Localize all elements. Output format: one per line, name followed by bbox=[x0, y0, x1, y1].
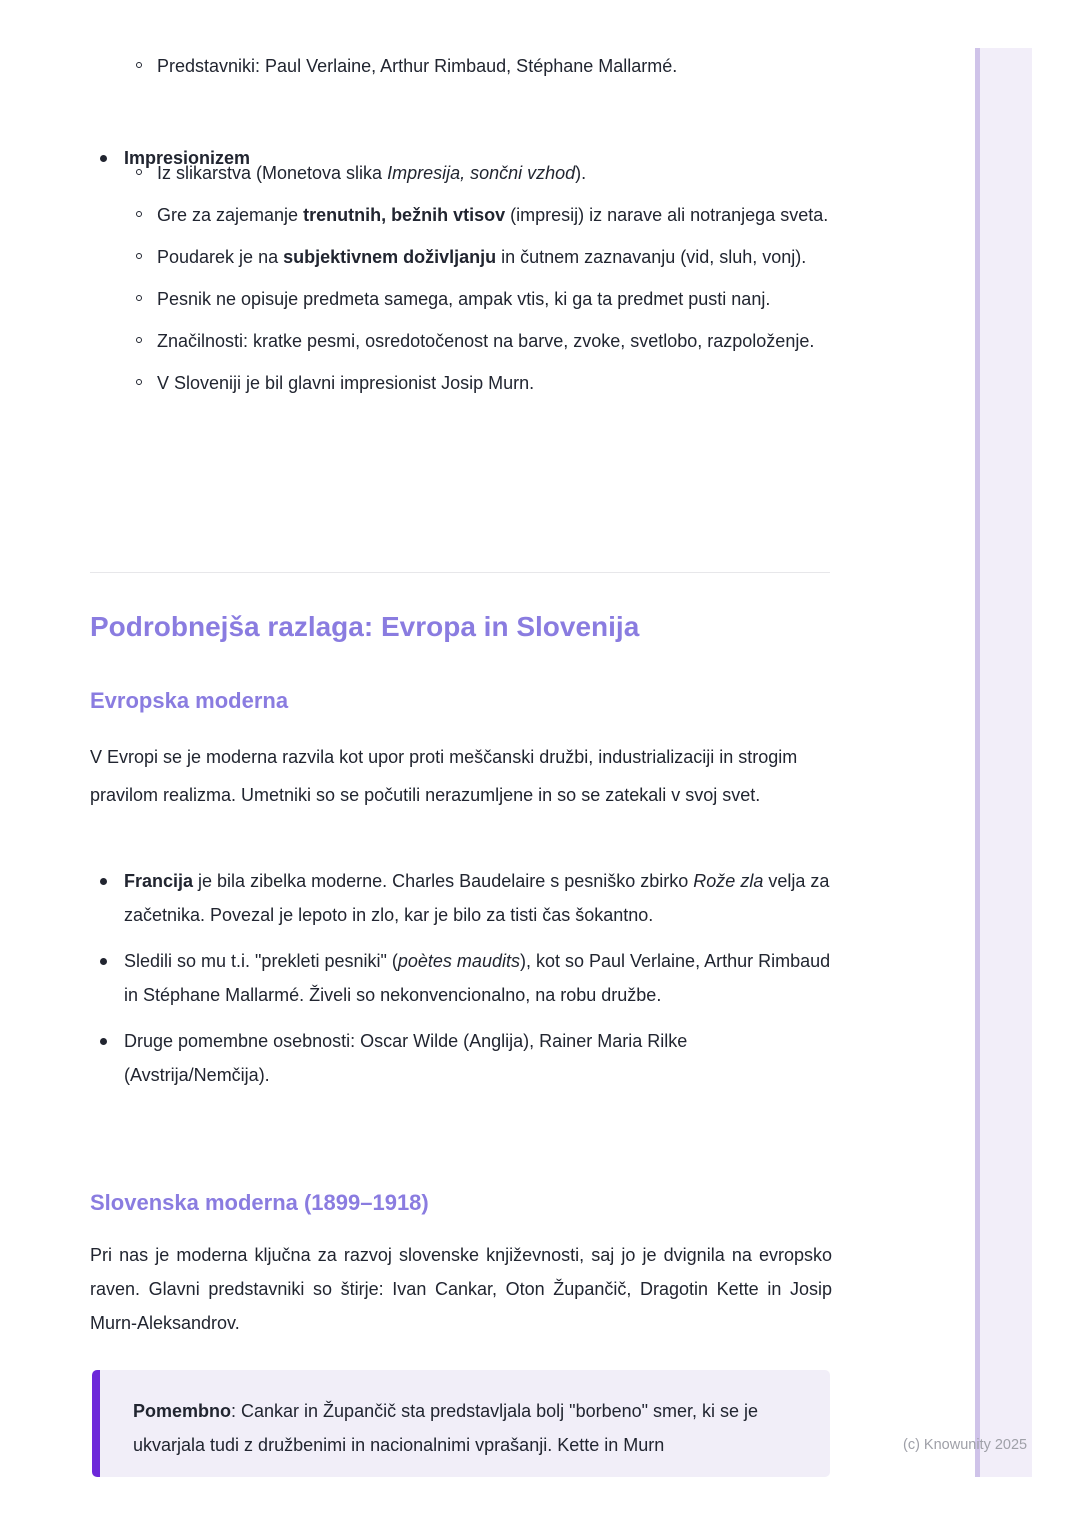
circle-bullet-icon bbox=[136, 379, 142, 385]
callout-text: Pomembno: Cankar in Župančič sta predstavljala bolj "borbeno" smer, ki se je ukvarjala tudi z družbenimi in nacionalnimi vprašanji. Kette in Murn bbox=[133, 1401, 759, 1455]
list-item bbox=[90, 365, 832, 401]
list-item-text: Sledili so mu t.i. "prekleti pesniki" (poètes maudits), kot so Paul Verlaine, Arthur Rimbaud in Stéphane Mallarmé. Živeli so nekonvencionalno, na robu družbe. bbox=[124, 951, 831, 1005]
list-item bbox=[90, 1024, 832, 1092]
list-item bbox=[90, 197, 832, 233]
list-item-text: Iz slikarstva (Monetova slika Impresija, sončni vzhod). bbox=[157, 163, 587, 183]
list-item-title: Impresionizem bbox=[124, 148, 251, 168]
list-item bbox=[90, 864, 832, 932]
circle-bullet-icon bbox=[136, 337, 142, 343]
europe-list bbox=[90, 864, 832, 1104]
circle-bullet-icon bbox=[136, 62, 142, 68]
list-item-text: Značilnosti: kratke pesmi, osredotočenost na barve, zvoke, svetlobo, razpoloženje. bbox=[157, 331, 815, 351]
list-item-text: Francija je bila zibelka moderne. Charles Baudelaire s pesniško zbirko Rože zla velja za začetnika. Povezal je lepoto in zlo, kar je bilo za tisti čas šokantno. bbox=[124, 871, 830, 925]
list-item-text: Predstavniki: Paul Verlaine, Arthur Rimbaud, Stéphane Mallarmé. bbox=[157, 56, 678, 76]
list-item bbox=[90, 944, 832, 1012]
section-heading: Podrobnejša razlaga: Evropa in Slovenija bbox=[90, 611, 640, 642]
list-item-text: Poudarek je na subjektivnem doživljanju in čutnem zaznavanju (vid, sluh, vonj). bbox=[157, 247, 807, 267]
list-item-text: Gre za zajemanje trenutnih, bežnih vtisov (impresij) iz narave ali notranjega sveta. bbox=[157, 205, 829, 225]
copyright-watermark: (c) Knowunity 2025 bbox=[903, 1437, 1028, 1453]
list-item bbox=[90, 281, 832, 317]
list-item-text: Druge pomembne osebnosti: Oscar Wilde (Anglija), Rainer Maria Rilke (Avstrija/Nemčija). bbox=[124, 1031, 688, 1085]
circle-bullet-icon bbox=[136, 295, 142, 301]
list-item-text: V Sloveniji je bil glavni impresionist Josip Murn. bbox=[157, 373, 535, 393]
disc-bullet-icon bbox=[100, 1038, 107, 1045]
list-item bbox=[90, 48, 832, 84]
paragraph-slovenia: Pri nas je moderna ključna za razvoj slovenske književnosti, saj jo je dvignila na evropsko raven. Glavni predstavniki so štirje: Ivan Cankar, Oton Župančič, Dragotin Kette in Josip Murn-Aleksandrov. bbox=[90, 1245, 832, 1333]
next-page-edge-strip bbox=[975, 48, 1032, 1477]
circle-bullet-icon bbox=[136, 211, 142, 217]
paragraph-europe: V Evropi se je moderna razvila kot upor proti meščanski družbi, industrializaciji in strogim pravilom realizma. Umetniki so se počutili nerazumljene in so se zatekali v svoj svet. bbox=[90, 747, 798, 805]
circle-bullet-icon bbox=[136, 253, 142, 259]
subsection-heading-slovenia: Slovenska moderna (1899–1918) bbox=[90, 1190, 429, 1215]
list-item bbox=[90, 155, 832, 191]
circle-bullet-icon bbox=[136, 169, 142, 175]
list-item-text: Pesnik ne opisuje predmeta samega, ampak vtis, ki ga ta predmet pusti nanj. bbox=[157, 289, 771, 309]
impressionism-list bbox=[90, 155, 832, 407]
section-divider bbox=[90, 572, 830, 573]
disc-bullet-icon bbox=[100, 878, 107, 885]
list-item bbox=[90, 323, 832, 359]
subsection-heading-europe: Evropska moderna bbox=[90, 688, 289, 713]
important-callout bbox=[92, 1370, 830, 1477]
disc-bullet-icon bbox=[100, 958, 107, 965]
list-item bbox=[90, 239, 832, 275]
